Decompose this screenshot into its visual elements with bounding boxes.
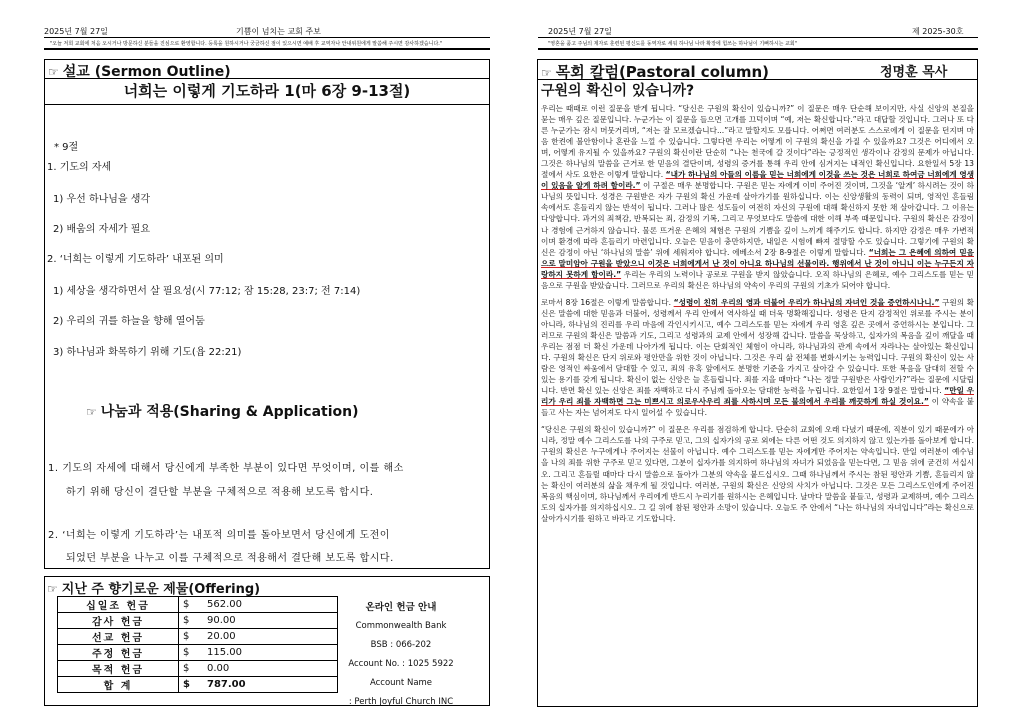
offering-currency: $ [179,597,204,613]
article-text: 이 구절은 매우 분명합니다. 구원은 믿는 자에게 이미 주어진 것이며, 그것을 ‘알게’ 하시려는 것이 하나님의 뜻입니다. 성경은 구원받은 자가 구원의 확신 가운데 살아가기를 원하십니다. 이는 신앙생활의 동력이 되며, 영적인 흔들림 속에서도 흔들리지 않는 반석이 됩니다. 그러나 많은 성도들이 여전히 자신의 구원에 대해 확신하지 못한 채 살아갑니다. 그 이유는 다양합니다. 과거의 죄책감, 반복되는 죄, 감정의 기복, 그리고 무엇보다도 말씀에 대한 이해 부족 때문입니다. 구원의 확신은 감정이나 경험에 근거하지 않습니다. 물론 뜨거운 은혜의 체험은 구원의 기쁨을 깊이 느끼게 해주기도 합니다. 하지만 감정은 매우 가변적이며 환경에 따라 흔들리기 마련입니다. 오늘은 믿음이 충만하지만, 내일은 시험에 빠져 절망할 수도 있습니다. 그렇기에 구원의 확신은 감정이 아닌 ‘하나님의 말씀’ 위에 세워져야 합니다. 에베소서 2장 8-9절은 이렇게 말합니다. [541,181,974,257]
offering-row [58,661,338,677]
outline-item: 1. 기도의 자세 [47,162,112,173]
offering-amount: 787.00 [203,677,338,693]
article-highlight: “내가 하나님의 아들의 이름을 믿는 너희에게 이것을 쓰는 것은 너희로 하여금 너희에게 영생이 있음을 알게 하려 함이라.” [541,170,974,191]
online-offering-info [322,598,480,712]
offering-amount: 0.00 [203,661,338,677]
article-text: 구원의 확신은 말씀에 대한 믿음과 더불어, 성령께서 우리 안에서 역사하실 때 더욱 명확해집니다. 성령은 단지 감정적인 위로를 주시는 분이 아니라, 하나님의 진리를 우리 마음에 각인시키시고, 예수 그리스도를 믿는 자에게 우리 영혼 깊은 곳에서 증언하시는 분입니다. 그러므로 구원의 확신은 말씀과 기도, 그리고 성령과의 교제 안에서 성장해 갑니다. 말씀을 묵상하고, 십자가의 복음을 깊이 깨달을 때 우리는 점점 더 확신 가운데 나아가게 됩니다. 이는 단회적인 체험이 아니라, 하나님과의 관계 속에서 자라나는 살아있는 확신입니다. 구원의 확신은 단지 위로와 평안만을 위한 것이 아닙니다. 그것은 우리 삶 전체를 변화시키는 능력입니다. 구원의 확신이 있는 사람은 영적인 싸움에서 담대할 수 있고, 죄의 유혹 앞에서도 분명한 기준을 가지고 살아갈 수 있습니다. 또한 복음을 담대히 전할 수 있는 용기를 갖게 됩니다. 확신이 없는 신앙은 늘 흔들립니다. 죄를 지을 때마다 “나는 정말 구원받은 사람인가?”라는 질문에 시달립니다. 반면 확신 있는 신앙은 죄를 자백하고 다시 주님께 돌아오는 담대한 능력을 누립니다. 요한일서 1장 9절은 말합니다. [541,297,974,396]
offering-header [47,578,260,597]
sermon-title-rule-bottom [44,104,490,105]
sermon-section-title: 설교 (Sermon Outline) [62,64,231,80]
article-paragraph [541,103,974,291]
sharing-header [86,401,359,421]
offering-amount: 562.00 [203,597,338,613]
offering-label: 십일조 헌금 [58,597,179,613]
left-header-rule [44,37,490,38]
column-article [541,103,974,524]
article-text: 로마서 8장 16절은 이렇게 말씀합니다. [541,297,674,307]
outline-item: 1) 세상을 생각하면서 살 필요성(시 77:12; 잠 15:28, 23:7; 전 7:14) [53,286,361,297]
column-author: 정명훈 목사 [880,65,948,80]
article-highlight: “성령이 친히 우리의 영과 더불어 우리가 하나님의 자녀인 것을 증언하시나니.” [673,297,940,307]
pointing-hand-icon: ☞ [47,582,58,596]
account-name: : Perth Joyful Church INC [348,697,454,707]
offering-label: 감사 헌금 [58,613,179,629]
offering-row [58,629,338,645]
article-highlight: “너희는 그 은혜에 의하여 믿음으로 말미암아 구원을 받았으니 이것은 너희에게서 난 것이 아니요 하나님의 선물이라. 행위에서 난 것이 아니니 이는 누구든지 자랑하지 못하게 함이라.” [541,247,974,279]
outline-item: 2) 배움의 자세가 필요 [53,224,151,235]
sharing-line: 하기 위해 당신이 결단할 부분을 구체적으로 적용해 보도록 합시다. [66,487,374,498]
column-section-title: 목회 칼럼(Pastoral column) [555,63,769,81]
article-paragraph [541,297,974,419]
outline-item: * 9절 [54,142,79,153]
offering-label: 합 계 [58,677,179,693]
offering-currency: $ [179,661,204,677]
offering-table [57,596,338,693]
right-motto: "영혼을 품고 주님의 제자로 훈련된 평신도를 동역자로 세워 하나님 나라 확장에 힘쓰는 하나님이 기뻐하시는 교회" [548,41,798,47]
sharing-line: 1. 기도의 자세에 대해서 당신에게 부족한 부분이 있다면 무엇이며, 이를 해소 [48,463,404,474]
sharing-line: 되었던 부분을 나누고 이를 구체적으로 적용해서 결단해 보도록 합시다. [66,553,394,564]
article-text: 이 약속을 붙들고 사는 자는 넘어져도 다시 일어설 수 있습니다. [541,397,975,418]
offering-currency: $ [179,613,204,629]
sermon-title-rule [44,78,490,79]
outline-item: 1) 우선 하나님을 생각 [53,194,151,205]
left-motto: "오늘 저희 교회에 처음 오시거나 방문하신 분들을 진심으로 환영합니다. 등록을 원하시거나 궁금하신 점이 있으시면 예배 후 교역자나 안내위원에게 말씀해 주시면 감사하겠습니다." [50,41,443,47]
offering-amount: 90.00 [203,613,338,629]
account-name-label: Account Name [369,678,433,688]
right-header-date: 2025년 7월 27일 [548,27,612,36]
offering-currency: $ [179,677,204,693]
left-header-name: 기쁨이 넘치는 교회 주보 [236,27,321,36]
left-motto-rule [44,48,490,50]
offering-amount: 20.00 [203,629,338,645]
offering-currency: $ [179,629,204,645]
bsb-number: BSB : 066-202 [370,640,432,650]
offering-label: 주정 헌금 [58,645,179,661]
offering-title: 지난 주 향기로운 제물(Offering) [61,582,261,597]
sharing-title: 나눔과 적용(Sharing & Application) [100,404,359,420]
pointing-hand-icon: ☞ [48,65,59,79]
outline-item: 2) 우리의 귀를 하늘을 향해 열어둠 [53,316,205,327]
offering-label: 목적 헌금 [58,661,179,677]
sermon-title: 너희는 이렇게 기도하라 1(마 6장 9-13절) [123,82,411,100]
right-header-issue: 제 2025-30호 [912,27,964,36]
offering-amount: 115.00 [203,645,338,661]
article-paragraph: “당신은 구원의 확신이 있습니까?” 이 질문은 우리를 점검하게 합니다. 단순히 교회에 오래 다녔기 때문에, 직분이 있기 때문에가 아니라, 정말 예수 그리스도를 나의 구주로 믿고, 그의 십자가의 공로 외에는 다른 어떤 것도 의지하지 않고 있는가를 돌아보게 합니다. 구원의 확신은 누구에게나 주어지는 선물이 아닙니다. 예수 그리스도를 믿는 자에게만 주어지는 약속입니다. 만일 여러분이 예수님을 나의 죄를 위한 구주로 믿고 있다면, 그분이 십자가를 의지하여 하나님의 자녀가 되었음을 믿는다면, 그 믿음 위에 굳건히 서십시오. 그리고 흔들릴 때마다 다시 말씀으로 돌아가 그분의 약속을 붙드십시오. 그때 하나님께서 주시는 참된 평안과 기쁨, 흔들리지 않는 확신이 여러분의 삶을 채우게 될 것입니다. 여러분, 구원의 확신은 신앙의 사치가 아닙니다. 그것은 모든 그리스도인에게 주어진 복음의 핵심이며, 하나님께서 우리에게 반드시 누리기를 원하시는 은혜입니다. 날마다 말씀을 붙들고, 성령과 교제하며, 예수 그리스도의 십자가를 의지하십시오. 그 길 위에 참된 평안과 소망이 있습니다. 오늘도 주 안에서 “나는 하나님의 자녀입니다”라는 확신으로 살아가시기를 원하고 바라고 기도합니다. [541,425,974,523]
right-motto-rule [538,48,978,50]
offering-row [58,613,338,629]
offering-currency: $ [179,645,204,661]
offering-row [58,677,338,693]
pointing-hand-icon: ☞ [541,66,552,80]
sharing-line: 2. ‘너희는 이렇게 기도하라’는 내포적 의미를 돌아보면서 당신에게 도전이 [48,530,390,541]
left-header-date: 2025년 7월 27일 [44,27,108,36]
offering-label: 선교 헌금 [58,629,179,645]
column-title: 구원의 확신이 있습니까? [541,83,695,99]
bank-name: Commonwealth Bank [355,621,447,631]
offering-row [58,597,338,613]
offering-row [58,645,338,661]
article-highlight: “만일 우리가 우리 죄를 자백하면 그는 미쁘시고 의로우사우리 죄를 사하시며 모든 불의에서 우리를 깨끗하게 하실 것이요.” [541,386,974,407]
outline-item: 3) 하나님과 화목하기 위해 기도(욥 22:21) [53,347,242,358]
right-header-rule [538,37,978,38]
article-text: 우리는 때때로 이런 질문을 받게 됩니다. “당신은 구원의 확신이 있습니까?” 이 질문은 매우 단순해 보이지만, 사실 신앙의 본질을 묻는 매우 깊은 질문입니다. 누군가는 이 질문을 들으면 고개를 끄덕이며 “예, 저는 확신합니다.”라고 대답할 것입니다. 그러나 또 다른 누군가는 잠시 머뭇거리며, “저는 잘 모르겠습니다...”라고 말할지도 모릅니다. 어쩌면 여러분도 스스로에게 이 질문을 던지며 마음 한켠에 불안함이나 혼란을 느낄 수 있습니다. 그렇다면 우리는 어떻게 이 구원의 확신을 가질 수 있을까요? 그것은 어디에서 오며, 어떻게 유지될 수 있을까요? 구원의 확신이란 단순히 “나는 천국에 갈 것이다”라는 긍정적인 생각이나 감정의 문제가 아닙니다. 그것은 하나님의 말씀을 근거로 한 믿음의 결단이며, 성령의 증거를 통해 우리 안에 심겨지는 내적인 확신입니다. 요한일서 5장 13절에서 사도 요한은 이렇게 말합니다. [541,104,974,180]
pointing-hand-icon: ☞ [86,405,97,419]
article-text: 우리는 우리의 노력이나 공로로 구원을 받지 않았습니다. 오직 하나님의 은혜로, 예수 그리스도를 믿는 믿음으로 구원을 받았습니다. 그러므로 우리의 확신은 하나님의 약속이 우리의 구원의 기초가 되어야 합니다. [541,269,974,290]
online-offering-title: 온라인 헌금 안내 [365,602,437,613]
outline-item: 2. ‘너희는 이렇게 기도하라’ 내포된 의미 [47,254,224,265]
account-number: Account No. : 1025 5922 [348,659,454,669]
